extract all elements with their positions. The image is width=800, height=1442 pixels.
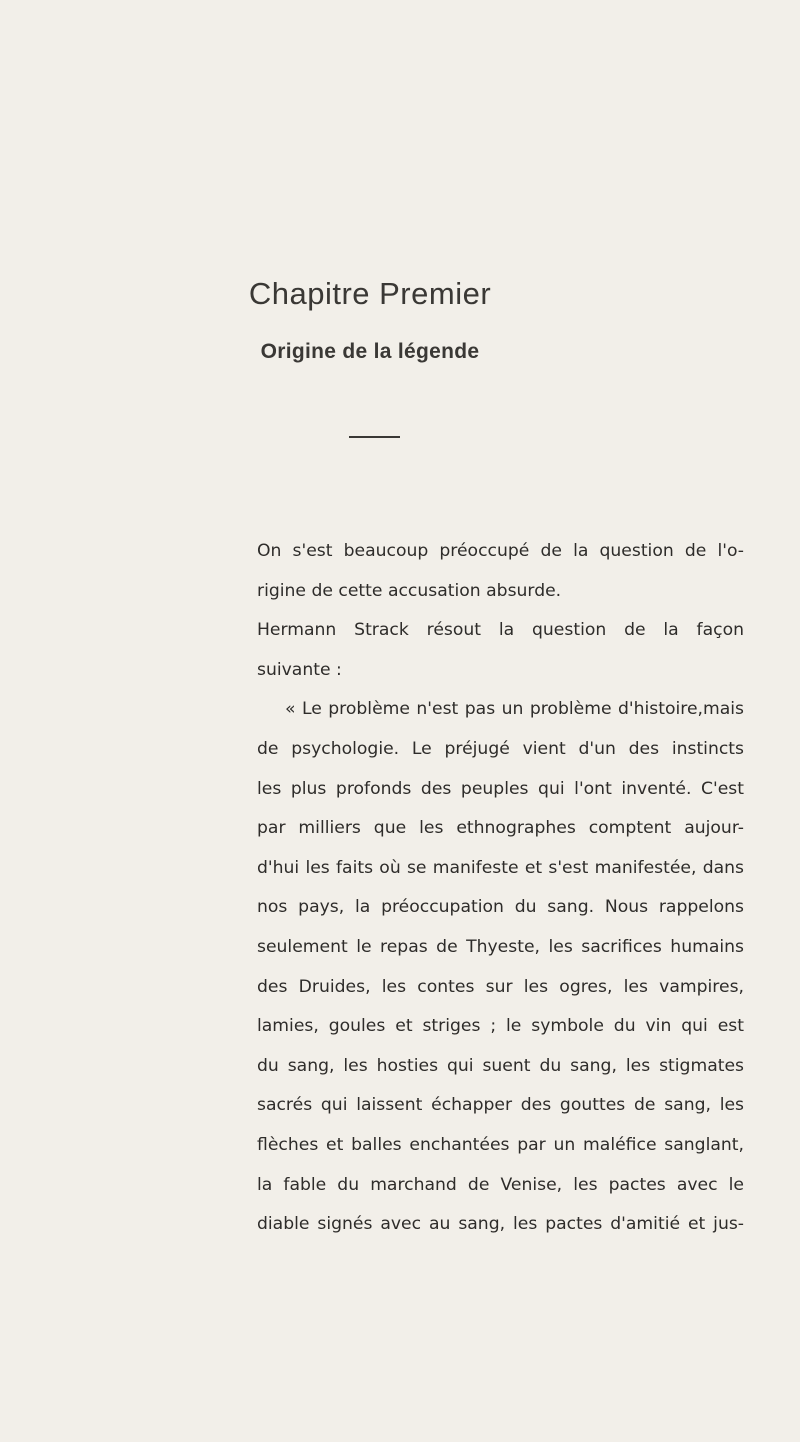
text-line: les plus profonds des peuples qui l'ont inventé. C'est xyxy=(257,778,744,799)
text-line: nos pays, la préoccupation du sang. Nous rappelons xyxy=(257,897,744,918)
text-line: d'hui les faits où se manifeste et s'est manifestée, dans xyxy=(257,857,744,878)
separator-rule xyxy=(349,436,400,438)
text-line: par milliers que les ethnographes comptent aujour- xyxy=(257,818,744,839)
text-line: de psychologie. Le préjugé vient d'un des instincts xyxy=(257,738,744,759)
text-line: des Druides, les contes sur les ogres, les vampires, xyxy=(257,976,744,997)
text-line: suivante : xyxy=(257,659,342,680)
chapter-subtitle: Origine de la légende xyxy=(260,340,480,363)
text-line: sacrés qui laissent échapper des gouttes de sang, les xyxy=(257,1095,744,1116)
text-line: diable signés avec au sang, les pactes d'amitié et jus- xyxy=(257,1214,744,1235)
text-line: « Le problème n'est pas un problème d'histoire,mais xyxy=(285,699,744,720)
chapter-title: Chapitre Premier xyxy=(248,276,492,311)
text-line: seulement le repas de Thyeste, les sacrifices humains xyxy=(257,936,744,957)
body-text xyxy=(257,532,744,1245)
text-line: Hermann Strack résout la question de la façon xyxy=(257,620,744,641)
text-line: la fable du marchand de Venise, les pactes avec le xyxy=(257,1174,744,1195)
text-line: On s'est beaucoup préoccupé de la question de l'o- xyxy=(257,541,744,561)
text-line: du sang, les hosties qui suent du sang, les stigmates xyxy=(257,1055,744,1076)
text-line: lamies, goules et striges ; le symbole du vin qui est xyxy=(257,1016,744,1037)
text-line: flèches et balles enchantées par un maléfice sanglant, xyxy=(257,1134,744,1155)
text-line: rigine de cette accusation absurde. xyxy=(257,580,562,601)
